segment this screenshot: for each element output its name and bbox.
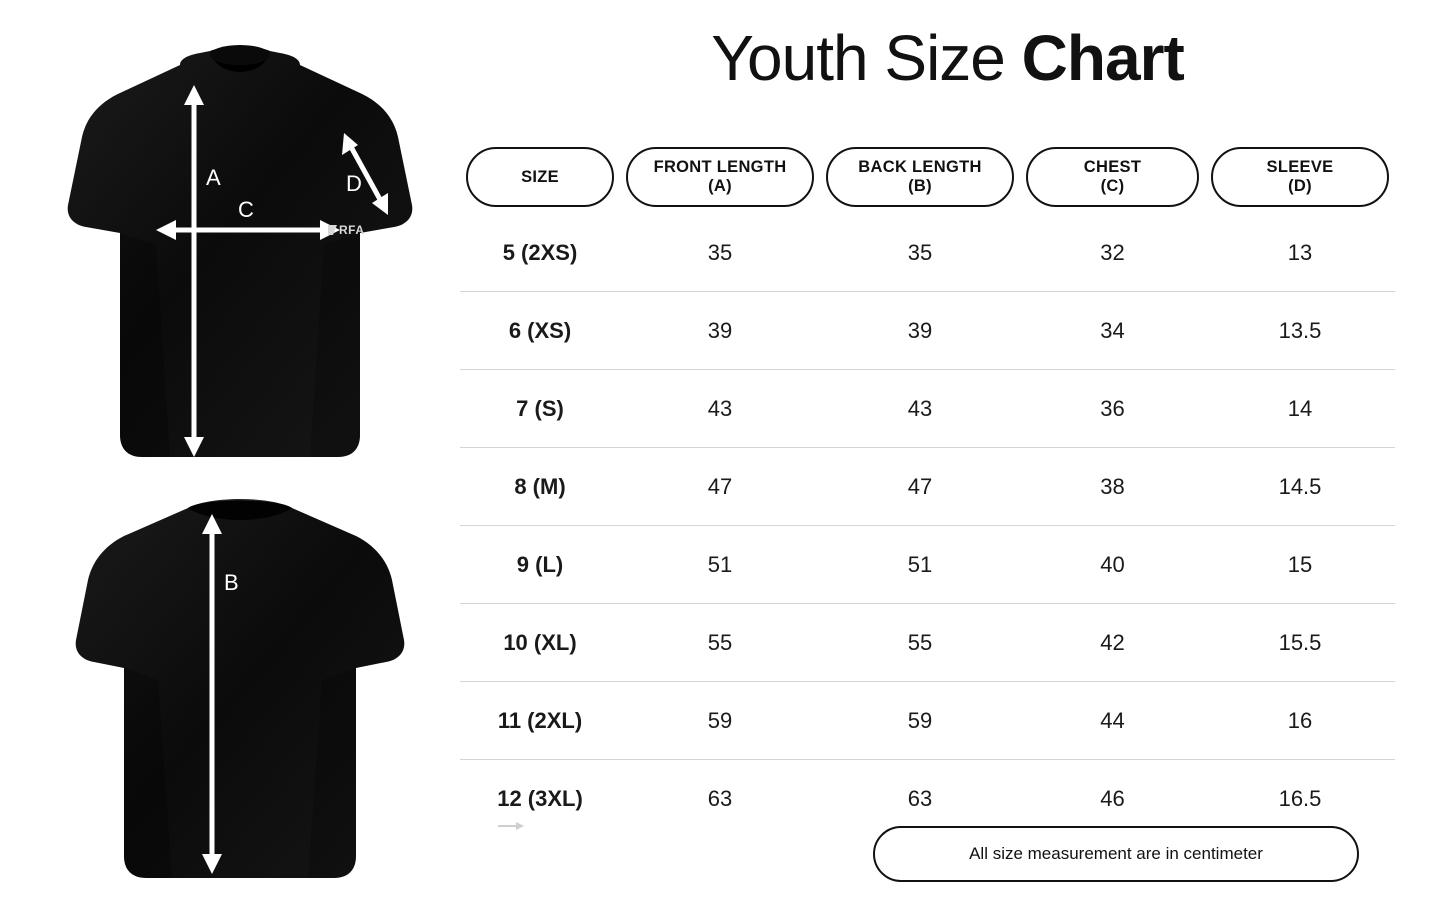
header-cell-front-length [620,140,820,214]
cell-back: 55 [820,604,1020,682]
table-row [460,370,1395,448]
cell-front: 35 [620,214,820,292]
cell-size: 10 (XL) [460,604,620,682]
header-sub-back-length: (B) [908,177,932,195]
cell-back: 59 [820,682,1020,760]
measurement-note-text: All size measurement are in centimeter [969,844,1263,863]
brand-logo [328,223,365,237]
table-row [460,526,1395,604]
cell-back: 51 [820,526,1020,604]
cell-front: 39 [620,292,820,370]
cell-chest: 34 [1020,292,1205,370]
label-b: B [224,570,239,595]
cell-back: 39 [820,292,1020,370]
header-sub-chest: (C) [1100,177,1125,195]
cell-chest: 44 [1020,682,1205,760]
cell-chest: 46 [1100,785,1125,811]
label-d: D [346,171,362,196]
page-title [450,22,1445,94]
cell-chest: 32 [1020,214,1205,292]
cell-front: 63 [707,785,733,811]
cell-chest: 36 [1020,370,1205,448]
measurement-note [873,826,1359,882]
back-shirt-illustration [60,490,420,890]
size-table-wrapper [460,140,1395,837]
cell-sleeve: 14.5 [1205,448,1395,526]
brand-text: RFA [339,223,365,237]
header-label-front-length: FRONT LENGTH [653,158,787,177]
header-sub-sleeve: (D) [1288,177,1312,195]
label-a: A [206,165,221,190]
header-label-chest: CHEST [1083,158,1142,177]
cell-size: 12 (3XL) [497,785,583,811]
table-row [460,604,1395,682]
cell-sleeve: 16 [1205,682,1395,760]
cell-size: 7 (S) [460,370,620,448]
size-table [460,140,1395,837]
title-light: Youth Size [711,22,1022,94]
cell-sleeve: 15.5 [1205,604,1395,682]
header-cell-back-length [820,140,1020,214]
header-cell-chest [1020,140,1205,214]
cell-chest: 38 [1020,448,1205,526]
cell-sleeve: 15 [1205,526,1395,604]
cell-sleeve: 13.5 [1205,292,1395,370]
cell-chest: 40 [1020,526,1205,604]
brand-tick-icon [328,225,337,235]
cell-front: 51 [620,526,820,604]
table-row [460,682,1395,760]
cell-size: 6 (XS) [460,292,620,370]
cell-front: 47 [620,448,820,526]
cell-sleeve: 14 [1205,370,1395,448]
cell-front: 59 [620,682,820,760]
header-sub-front-length: (A) [708,177,732,195]
cell-chest: 42 [1020,604,1205,682]
cell-front: 43 [620,370,820,448]
table-row [460,214,1395,292]
header-cell-size [460,140,620,214]
header-label-sleeve: SLEEVE [1266,158,1334,177]
cell-back: 47 [820,448,1020,526]
label-c: C [238,197,254,222]
cell-size: 5 (2XS) [460,214,620,292]
cell-sleeve: 13 [1205,214,1395,292]
cell-back: 35 [820,214,1020,292]
header-cell-sleeve [1205,140,1395,214]
title-bold: Chart [1021,22,1184,94]
header-label-size: SIZE [521,167,559,186]
table-row [460,292,1395,370]
cell-back: 63 [907,785,933,811]
cell-front: 55 [620,604,820,682]
cell-size: 9 (L) [460,526,620,604]
cell-back: 43 [820,370,1020,448]
cell-size: 11 (2XL) [460,682,620,760]
cell-size: 8 (M) [460,448,620,526]
cell-sleeve: 16.5 [1278,785,1322,811]
front-shirt-illustration [60,45,420,475]
header-label-back-length: BACK LENGTH [858,158,982,177]
chart-content [450,0,1445,918]
table-row [460,448,1395,526]
shirt-illustrations [0,0,450,918]
table-header-row [460,140,1395,214]
